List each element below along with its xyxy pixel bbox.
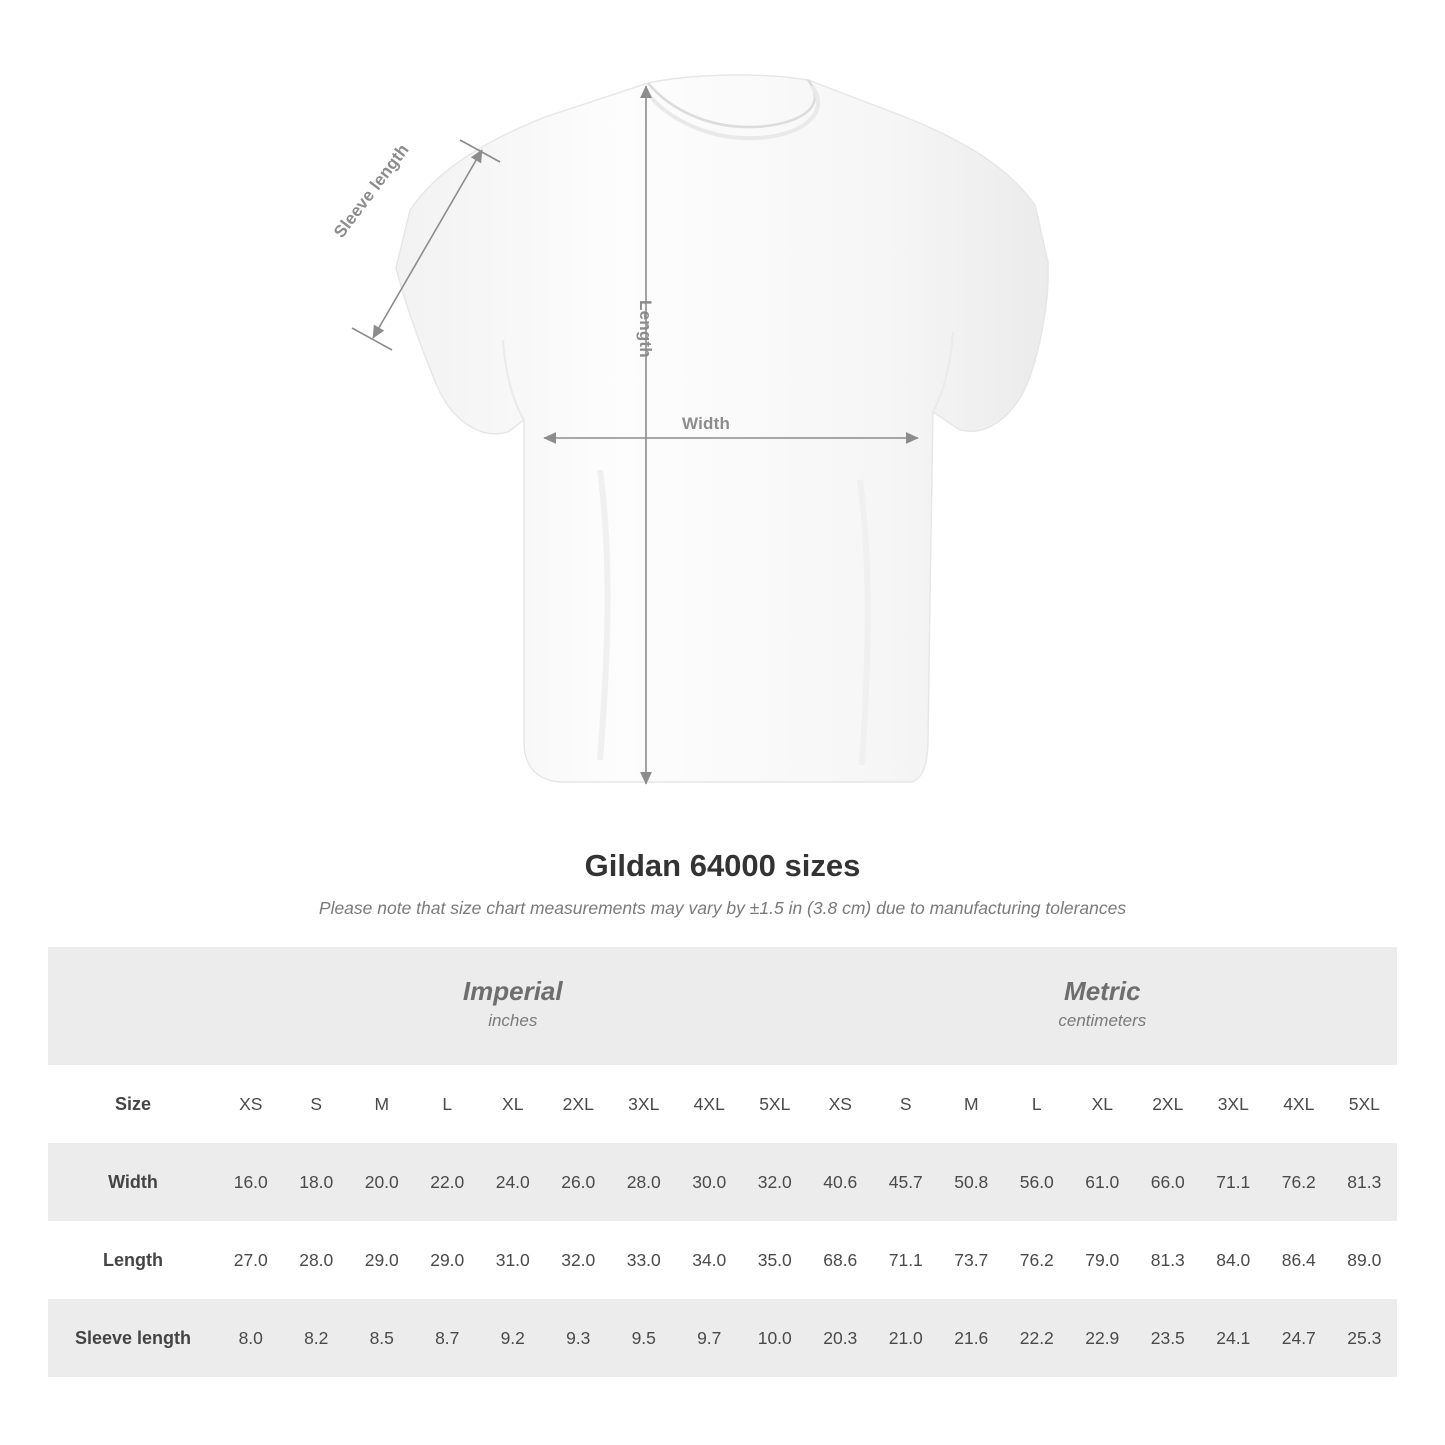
row-label-length: Length <box>48 1221 218 1299</box>
col-header-metric-xs: XS <box>808 1065 874 1143</box>
col-header-imperial-4xl: 4XL <box>677 1065 743 1143</box>
cell-width-10: 45.7 <box>873 1143 939 1221</box>
sleeve-length-label: Sleeve length <box>330 140 413 242</box>
row-label-sleeve-length: Sleeve length <box>48 1299 218 1377</box>
cell-sleeve-14: 23.5 <box>1135 1299 1201 1377</box>
cell-width-12: 56.0 <box>1004 1143 1070 1221</box>
col-header-metric-m: M <box>939 1065 1005 1143</box>
cell-length-15: 84.0 <box>1201 1221 1267 1299</box>
cell-sleeve-7: 9.7 <box>677 1299 743 1377</box>
cell-width-8: 32.0 <box>742 1143 808 1221</box>
col-header-metric-4xl: 4XL <box>1266 1065 1332 1143</box>
col-header-metric-5xl: 5XL <box>1332 1065 1398 1143</box>
cell-length-2: 29.0 <box>349 1221 415 1299</box>
table-row-length <box>48 1221 1397 1299</box>
cell-sleeve-15: 24.1 <box>1201 1299 1267 1377</box>
cell-length-9: 68.6 <box>808 1221 874 1299</box>
col-header-imperial-xl: XL <box>480 1065 546 1143</box>
cell-sleeve-13: 22.9 <box>1070 1299 1136 1377</box>
cell-length-5: 32.0 <box>546 1221 612 1299</box>
col-header-metric-2xl: 2XL <box>1135 1065 1201 1143</box>
cell-sleeve-2: 8.5 <box>349 1299 415 1377</box>
row-header-size: Size <box>48 1065 218 1143</box>
cell-length-8: 35.0 <box>742 1221 808 1299</box>
cell-width-14: 66.0 <box>1135 1143 1201 1221</box>
cell-sleeve-1: 8.2 <box>284 1299 350 1377</box>
col-header-metric-3xl: 3XL <box>1201 1065 1267 1143</box>
size-header-row <box>48 1065 1397 1143</box>
cell-sleeve-12: 22.2 <box>1004 1299 1070 1377</box>
cell-length-0: 27.0 <box>218 1221 284 1299</box>
cell-length-10: 71.1 <box>873 1221 939 1299</box>
unit-name-imperial: Imperial <box>462 976 563 1007</box>
cell-width-11: 50.8 <box>939 1143 1005 1221</box>
cell-length-12: 76.2 <box>1004 1221 1070 1299</box>
col-header-metric-s: S <box>873 1065 939 1143</box>
col-header-metric-l: L <box>1004 1065 1070 1143</box>
cell-width-5: 26.0 <box>546 1143 612 1221</box>
cell-sleeve-9: 20.3 <box>808 1299 874 1377</box>
unit-header-imperial <box>218 947 808 1065</box>
cell-width-3: 22.0 <box>415 1143 481 1221</box>
cell-sleeve-10: 21.0 <box>873 1299 939 1377</box>
page-title: Gildan 64000 sizes <box>584 848 861 883</box>
cell-length-16: 86.4 <box>1266 1221 1332 1299</box>
unit-sub-imperial: inches <box>488 1011 538 1031</box>
cell-width-0: 16.0 <box>218 1143 284 1221</box>
cell-width-4: 24.0 <box>480 1143 546 1221</box>
unit-name-metric: Metric <box>1064 976 1141 1007</box>
table-row-sleeve-length <box>48 1299 1397 1377</box>
col-header-imperial-xs: XS <box>218 1065 284 1143</box>
cell-length-1: 28.0 <box>284 1221 350 1299</box>
row-label-width: Width <box>48 1143 218 1221</box>
cell-width-15: 71.1 <box>1201 1143 1267 1221</box>
cell-sleeve-0: 8.0 <box>218 1299 284 1377</box>
col-header-imperial-m: M <box>349 1065 415 1143</box>
cell-width-2: 20.0 <box>349 1143 415 1221</box>
col-header-imperial-l: L <box>415 1065 481 1143</box>
unit-header-row <box>48 947 1397 1065</box>
cell-width-7: 30.0 <box>677 1143 743 1221</box>
cell-sleeve-4: 9.2 <box>480 1299 546 1377</box>
cell-sleeve-8: 10.0 <box>742 1299 808 1377</box>
col-header-imperial-s: S <box>284 1065 350 1143</box>
cell-sleeve-11: 21.6 <box>939 1299 1005 1377</box>
cell-length-7: 34.0 <box>677 1221 743 1299</box>
cell-length-17: 89.0 <box>1332 1221 1398 1299</box>
length-label: Length <box>636 300 655 358</box>
cell-length-6: 33.0 <box>611 1221 677 1299</box>
col-header-metric-xl: XL <box>1070 1065 1136 1143</box>
cell-length-14: 81.3 <box>1135 1221 1201 1299</box>
title-block <box>0 848 1445 919</box>
cell-width-17: 81.3 <box>1332 1143 1398 1221</box>
size-table-wrapper <box>48 947 1397 1377</box>
cell-length-4: 31.0 <box>480 1221 546 1299</box>
col-header-imperial-5xl: 5XL <box>742 1065 808 1143</box>
cell-sleeve-3: 8.7 <box>415 1299 481 1377</box>
cell-width-1: 18.0 <box>284 1143 350 1221</box>
cell-sleeve-16: 24.7 <box>1266 1299 1332 1377</box>
cell-sleeve-5: 9.3 <box>546 1299 612 1377</box>
unit-header-spacer <box>48 947 218 1065</box>
unit-header-metric <box>808 947 1398 1065</box>
unit-sub-metric: centimeters <box>1058 1011 1147 1031</box>
cell-width-9: 40.6 <box>808 1143 874 1221</box>
col-header-imperial-3xl: 3XL <box>611 1065 677 1143</box>
table-row-width <box>48 1143 1397 1221</box>
cell-length-3: 29.0 <box>415 1221 481 1299</box>
cell-width-6: 28.0 <box>611 1143 677 1221</box>
cell-sleeve-17: 25.3 <box>1332 1299 1398 1377</box>
cell-width-13: 61.0 <box>1070 1143 1136 1221</box>
cell-length-13: 79.0 <box>1070 1221 1136 1299</box>
col-header-imperial-2xl: 2XL <box>546 1065 612 1143</box>
cell-length-11: 73.7 <box>939 1221 1005 1299</box>
tolerance-note: Please note that size chart measurements may vary by ±1.5 in (3.8 cm) due to manufacturing tolerances <box>318 898 1127 918</box>
size-table <box>48 947 1397 1377</box>
cell-sleeve-6: 9.5 <box>611 1299 677 1377</box>
width-label: Width <box>682 414 731 433</box>
cell-width-16: 76.2 <box>1266 1143 1332 1221</box>
